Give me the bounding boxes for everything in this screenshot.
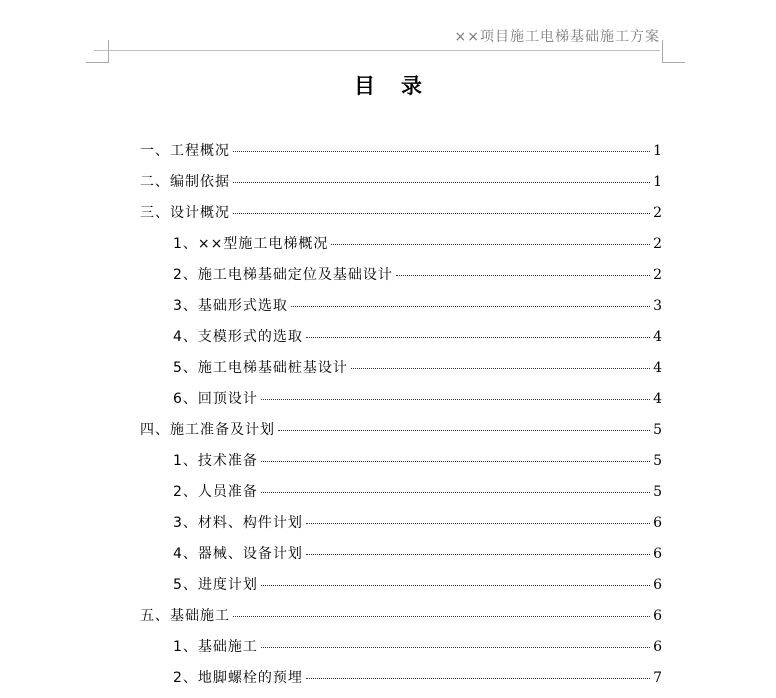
toc-dot-leader bbox=[278, 430, 650, 431]
toc-entry[interactable] bbox=[140, 357, 662, 388]
toc-entry-label: 二、编制依据 bbox=[140, 174, 230, 190]
toc-dot-leader bbox=[233, 151, 650, 152]
toc-entry-label: 4、支模形式的选取 bbox=[173, 329, 303, 345]
toc-entry-page-number: 4 bbox=[653, 329, 662, 345]
toc-entry-page-number: 2 bbox=[653, 236, 662, 252]
toc-entry[interactable] bbox=[140, 667, 662, 698]
toc-entry-label: 3、基础形式选取 bbox=[173, 298, 288, 314]
toc-entry[interactable] bbox=[140, 481, 662, 512]
toc-entry-label: 1、技术准备 bbox=[173, 453, 258, 469]
page-title: 目录 bbox=[354, 74, 448, 98]
toc-entry-label: 3、材料、构件计划 bbox=[173, 515, 303, 531]
toc-dot-leader bbox=[261, 585, 650, 586]
toc-entry-page-number: 6 bbox=[653, 608, 662, 624]
toc-entry-page-number: 4 bbox=[653, 360, 662, 376]
toc-dot-leader bbox=[233, 182, 650, 183]
toc-entry-page-number: 7 bbox=[653, 670, 662, 686]
toc-entry[interactable] bbox=[140, 202, 662, 233]
toc-dot-leader bbox=[306, 523, 650, 524]
toc-entry-label: 5、施工电梯基础桩基设计 bbox=[173, 360, 348, 376]
toc-entry-label: 2、地脚螺栓的预埋 bbox=[173, 670, 303, 686]
toc-entry-label: 1、××型施工电梯概况 bbox=[173, 236, 329, 252]
toc-entry[interactable] bbox=[140, 605, 662, 636]
toc-entry[interactable] bbox=[140, 574, 662, 605]
toc-dot-leader bbox=[351, 368, 650, 369]
toc-entry[interactable] bbox=[140, 295, 662, 326]
toc-entry-label: 4、器械、设备计划 bbox=[173, 546, 303, 562]
toc-entry[interactable] bbox=[140, 140, 662, 171]
toc-dot-leader bbox=[261, 492, 650, 493]
toc-entry-label: 1、基础施工 bbox=[173, 639, 258, 655]
toc-entry-page-number: 1 bbox=[653, 174, 662, 190]
toc-entry[interactable] bbox=[140, 326, 662, 357]
toc-dot-leader bbox=[291, 306, 650, 307]
toc-dot-leader bbox=[306, 554, 650, 555]
toc-entry-page-number: 6 bbox=[653, 546, 662, 562]
toc-entry-page-number: 6 bbox=[653, 577, 662, 593]
toc-dot-leader bbox=[233, 616, 650, 617]
crop-mark-left bbox=[86, 40, 109, 63]
toc-entry-page-number: 1 bbox=[653, 143, 662, 159]
toc-entry[interactable] bbox=[140, 264, 662, 295]
toc-entry-page-number: 2 bbox=[653, 267, 662, 283]
toc-dot-leader bbox=[306, 337, 650, 338]
toc-entry-page-number: 5 bbox=[653, 484, 662, 500]
toc-entry-page-number: 5 bbox=[653, 422, 662, 438]
document-header: ××项目施工电梯基础施工方案 bbox=[454, 29, 660, 45]
toc-entry-page-number: 4 bbox=[653, 391, 662, 407]
toc-entry-page-number: 3 bbox=[653, 298, 662, 314]
toc-entry[interactable] bbox=[140, 419, 662, 450]
toc-entry-page-number: 2 bbox=[653, 205, 662, 221]
toc-entry[interactable] bbox=[140, 512, 662, 543]
toc-entry-label: 6、回顶设计 bbox=[173, 391, 258, 407]
table-of-contents bbox=[140, 140, 662, 698]
toc-dot-leader bbox=[331, 244, 650, 245]
toc-entry[interactable] bbox=[140, 543, 662, 574]
toc-entry[interactable] bbox=[140, 388, 662, 419]
toc-entry-label: 2、人员准备 bbox=[173, 484, 258, 500]
toc-entry-label: 四、施工准备及计划 bbox=[140, 422, 275, 438]
toc-entry-label: 三、设计概况 bbox=[140, 205, 230, 221]
toc-entry-page-number: 6 bbox=[653, 515, 662, 531]
toc-dot-leader bbox=[261, 399, 650, 400]
header-rule bbox=[94, 50, 660, 51]
toc-entry-label: 五、基础施工 bbox=[140, 608, 230, 624]
crop-mark-right bbox=[662, 40, 685, 63]
toc-dot-leader bbox=[233, 213, 650, 214]
toc-entry-label: 5、进度计划 bbox=[173, 577, 258, 593]
toc-entry[interactable] bbox=[140, 171, 662, 202]
toc-entry-label: 2、施工电梯基础定位及基础设计 bbox=[173, 267, 393, 283]
toc-entry-label: 一、工程概况 bbox=[140, 143, 230, 159]
toc-dot-leader bbox=[261, 647, 650, 648]
toc-entry[interactable] bbox=[140, 450, 662, 481]
toc-entry[interactable] bbox=[140, 636, 662, 667]
toc-entry-page-number: 6 bbox=[653, 639, 662, 655]
toc-dot-leader bbox=[396, 275, 650, 276]
toc-entry[interactable] bbox=[140, 233, 662, 264]
toc-dot-leader bbox=[261, 461, 650, 462]
toc-dot-leader bbox=[306, 678, 650, 679]
toc-entry-page-number: 5 bbox=[653, 453, 662, 469]
